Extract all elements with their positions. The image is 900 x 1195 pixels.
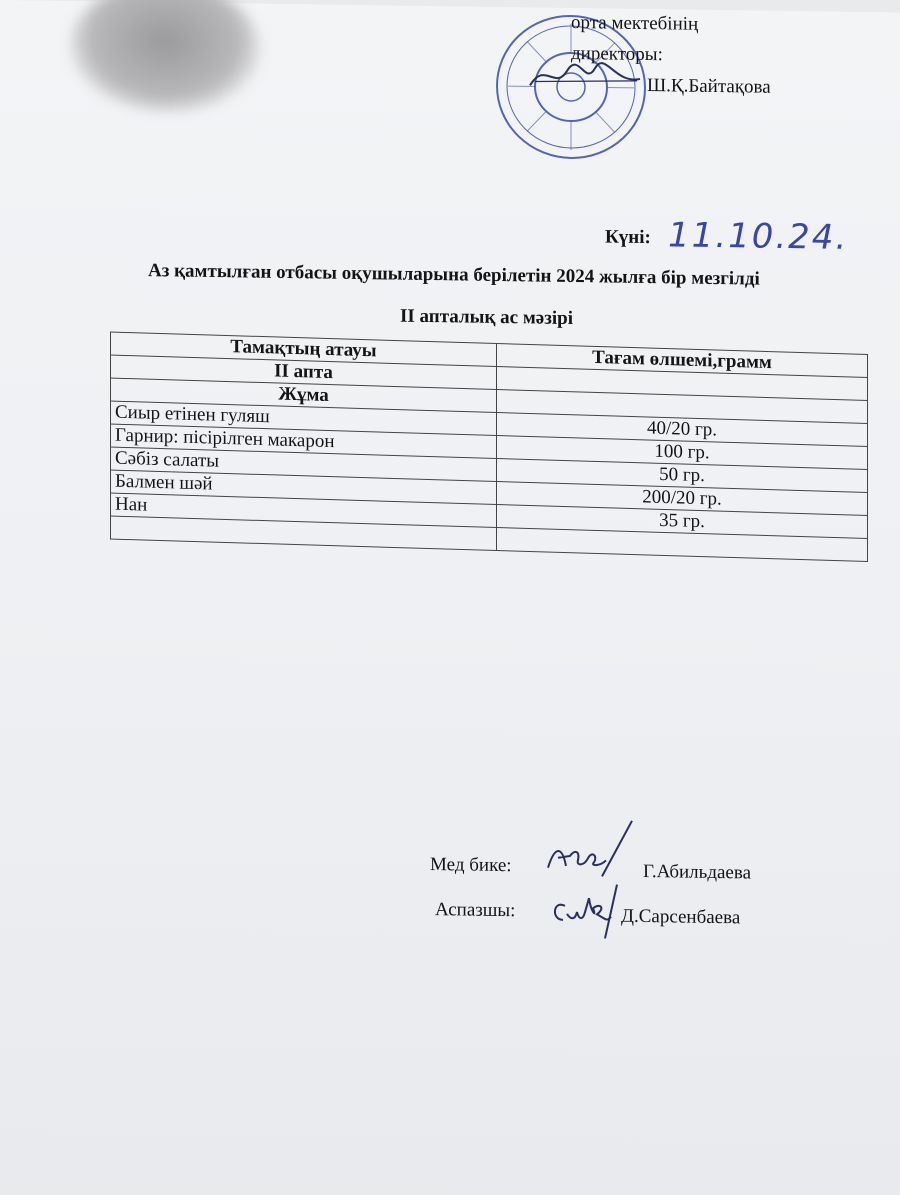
- blurred-region: [70, 0, 260, 114]
- header-dish-name: Тамақтың атауы: [111, 332, 497, 366]
- dish-amount: 100 гр.: [497, 436, 868, 470]
- director-org-line: орта мектебінің: [571, 12, 698, 36]
- week-label: II апта: [111, 355, 497, 389]
- cook-label: Аспазшы:: [435, 899, 515, 922]
- header-portion: Тағам өлшемі,грамм: [497, 344, 868, 378]
- nurse-name: Г.Абильдаева: [643, 861, 751, 885]
- nurse-label: Мед бике:: [430, 854, 512, 877]
- date-handwritten: 11.10.24.: [668, 215, 848, 258]
- dish-name: Нан: [111, 493, 497, 527]
- dish-name: Сәбіз салаты: [111, 447, 497, 481]
- director-signature: [525, 55, 645, 97]
- director-name: Ш.Қ.Байтақова: [647, 75, 771, 99]
- dish-amount: 35 гр.: [497, 505, 868, 539]
- nurse-signature: [540, 816, 640, 882]
- cook-name: Д.Сарсенбаева: [621, 906, 740, 930]
- dish-name: Балмен шәй: [111, 470, 497, 504]
- menu-table: [110, 332, 868, 562]
- dish-amount: 200/20 гр.: [497, 482, 868, 516]
- director-title: директоры:: [571, 43, 663, 66]
- dish-name: Сиыр етінен гуляш: [111, 401, 497, 435]
- date-label: Күні:: [605, 226, 651, 249]
- document-title: Аз қамтылған отбасы оқушыларына берілетін 2024 жылға бір мезгілді: [148, 260, 760, 291]
- day-label: Жұма: [111, 378, 497, 412]
- document-subtitle: II апталық ас мәзірі: [400, 306, 573, 330]
- dish-amount: 50 гр.: [497, 459, 868, 493]
- dish-amount: 40/20 гр.: [497, 413, 868, 447]
- dish-name: Гарнир: пісірілген макарон: [111, 424, 497, 458]
